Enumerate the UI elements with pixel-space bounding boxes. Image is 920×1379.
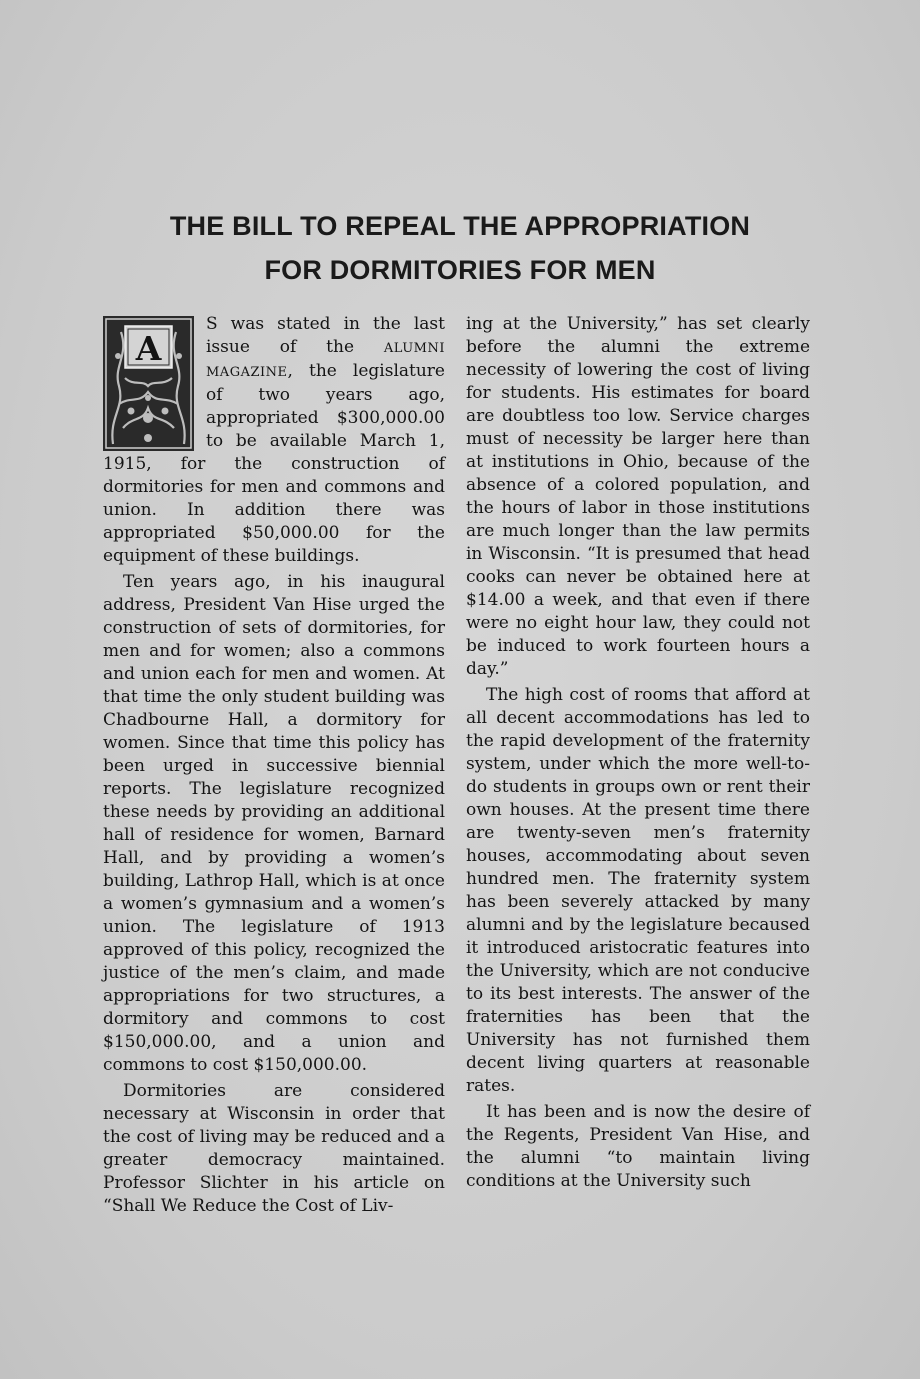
paragraph-6: It has been and is now the desire of the Regents, President Van Hise, and the alumni “to maintain living conditions at the University such [466,1102,810,1191]
dropcap-letter: A [135,329,162,368]
paragraph-2: Ten years ago, in his inaugural address, President Van Hise urged the construction of sets of dormitories, for men and for women; also a commons and union each for men and women. At that time the only student building was Chadbourne Hall, a dormitory for women. Since that time this policy has been urged in successive biennial reports. The legislature recognized these needs by providing an additional hall of residence for women, Barnard Hall, and by providing a women’s building, Lathrop Hall, which is at once a women’s gymnasium and a women’s union. The legislature of 1913 approved of this policy, recognized the justice of the men’s claim, and made appropriations for two structures, a dormitory and commons to cost $150,000.00, and a union and commons to cost $150,000.00. [103,572,445,1075]
alumni-magazine-smallcaps: ALUMNI MAGAZINE [206,341,445,380]
paragraph-3: Dormitories are considered necessary at Wisconsin in order that the cost of living may be reduced and a greater democracy maintained. Professor Slichter in his article on “Shall We Reduce the Cost of Liv- [103,1081,445,1216]
article-title-line-2: FOR DORMITORIES FOR MEN [264,255,656,285]
paragraph-1-rest: , the legislature of two years ago, appropriated $300,000.00 to be available March 1, 1915, for the construction of dormitories for men and commons and union. In addition there was appropriated $50,000.00 for the equipment of these buildings. [103,361,445,566]
left-column [103,313,445,1218]
article-title-line-1: THE BILL TO REPEAL THE APPROPRIATION [169,211,751,241]
paragraph-1-start: S was stated in the last issue of the [206,314,445,357]
right-column [466,313,810,1193]
ornamental-dropcap [103,316,194,451]
paragraph-4: ing at the University,” has set clearly before the alumni the extreme necessity of lowering the cost of living for students. His estimates for board are doubtless too low. Service charges must of necessity be larger here than at institutions in Ohio, because of the absence of a colored population, and the hours of labor in those institutions are much longer than the law permits in Wisconsin. “It is presumed that head cooks can never be obtained here at $14.00 a week, and that even if there were no eight hour law, they could not be induced to work fourteen hours a day.” [466,314,810,679]
article-title [80,204,840,292]
paragraph-5: The high cost of rooms that afford at all decent accommodations has led to the rapid development of the fraternity system, under which the more well-to-do students in groups own or rent their own houses. At the present time there are twenty-seven men’s fraternity houses, accommodating about seven hundred men. The fraternity system has been severely attacked by many alumni and by the legislature becaused it introduced aristocratic features into the University, which are not conducive to its best interests. The answer of the fraternities has been that the University has not furnished them decent living quarters at reasonable rates. [466,685,810,1096]
